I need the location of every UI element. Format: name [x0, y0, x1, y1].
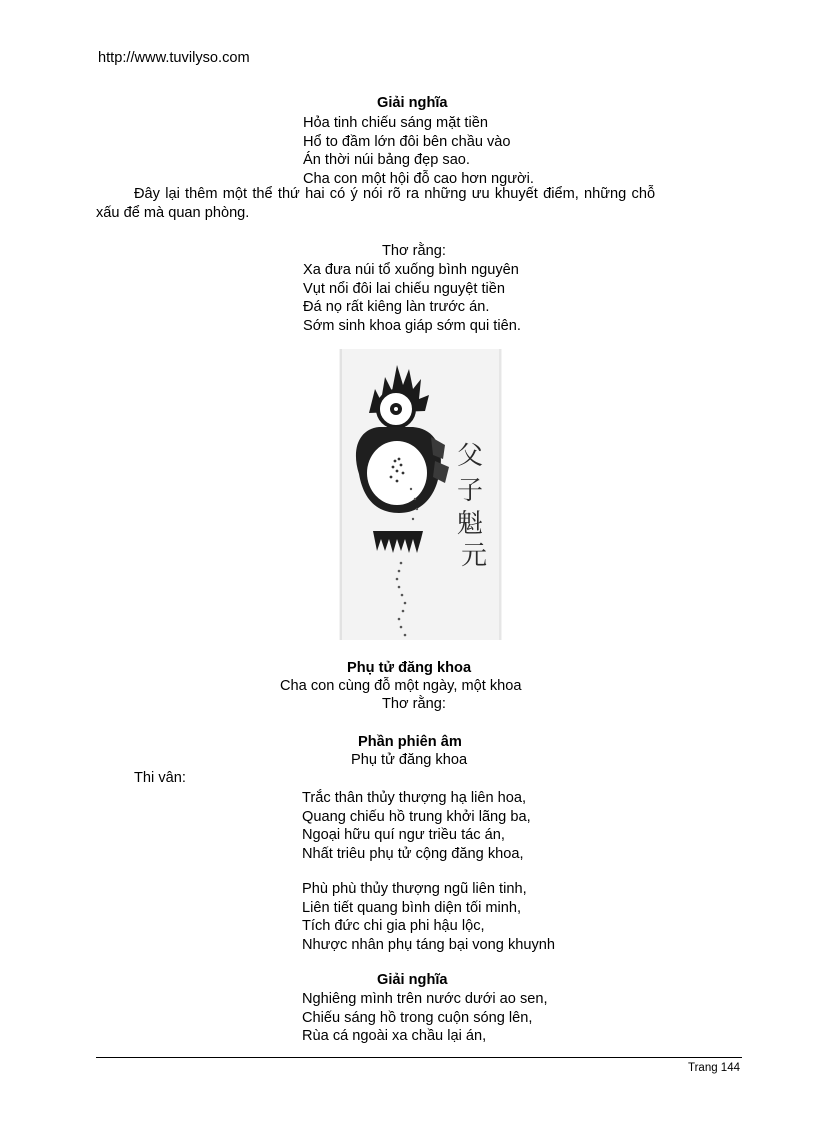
calligraphy-char: 子	[457, 476, 484, 506]
verse-line: Quang chiếu hồ trung khởi lãng ba,	[302, 808, 531, 825]
verse-line: Phù phù thủy thượng ngũ liên tinh,	[302, 881, 527, 897]
verse-line: Nghiêng mình trên nước dưới ao sen,	[302, 991, 548, 1007]
calligraphy-char: 元	[461, 541, 488, 571]
stanza-1	[302, 789, 531, 863]
verse-line: Hổ to đầm lớn đôi bên chầu vào	[303, 133, 511, 150]
verse-line: Cha con một hội đỗ cao hơn người.	[303, 170, 534, 187]
verse-line: Trắc thân thủy thượng hạ liên hoa,	[302, 790, 527, 806]
giai-nghia-verse	[302, 990, 548, 1046]
phien-am-heading: Phần phiên âm	[358, 734, 462, 750]
header-url[interactable]: http://www.tuvilyso.com	[98, 50, 250, 66]
thi-van-label: Thi vân:	[134, 770, 186, 786]
verse-line: Đá nọ rất kiêng làn trước án.	[303, 299, 490, 315]
verse-line: Tích đức chi gia phi hậu lộc,	[302, 918, 485, 934]
verse-line: Nhược nhân phụ táng bại vong khuynh	[302, 936, 556, 953]
verse-line: Xa đưa núi tổ xuống bình nguyên	[303, 262, 519, 278]
verse-line: Ngoại hữu quí ngư triều tác án,	[302, 827, 505, 843]
page-number: Trang 144	[688, 1062, 740, 1074]
calligraphy-char: 魁	[457, 509, 484, 539]
feng-shui-illustration	[339, 349, 502, 640]
tho-rang-heading: Thơ rằng:	[382, 243, 446, 259]
verse-line: Vụt nổi đôi lai chiếu nguyệt tiền	[303, 280, 506, 297]
verse-line: Liên tiết quang bình diện tối minh,	[302, 899, 522, 916]
verse-line: Hỏa tinh chiếu sáng mặt tiền	[303, 115, 488, 131]
calligraphy-char: 父	[457, 441, 484, 471]
verse-block-1	[303, 114, 534, 188]
verse-line: Rùa cá ngoài xa chầu lại án,	[302, 1028, 487, 1044]
section-subtitle: Cha con cùng đỗ một ngày, một khoa	[280, 678, 522, 694]
stanza-2	[302, 880, 555, 954]
tho-rang-label: Thơ rằng:	[382, 696, 446, 712]
giai-nghia-heading-2: Giải nghĩa	[377, 972, 448, 988]
verse-line: Chiếu sáng hồ trong cuộn sóng lên,	[302, 1009, 533, 1026]
verse-line: Án thời núi bảng đẹp sao.	[303, 152, 470, 168]
verse-block-2	[303, 261, 521, 335]
phien-am-subheading: Phụ tử đăng khoa	[351, 752, 468, 768]
section-title-phu-tu-dang-khoa: Phụ tử đăng khoa	[347, 660, 472, 676]
verse-line: Sớm sinh khoa giáp sớm qui tiên.	[303, 317, 521, 334]
footer-divider	[96, 1057, 742, 1058]
verse-line: Nhất triêu phụ tử cộng đăng khoa,	[302, 845, 524, 862]
paragraph-line: Đây lại thêm một thể thứ hai có ý nói rõ ra những ưu khuyết điểm, những chỗ	[134, 186, 656, 202]
section-heading-giai-nghia: Giải nghĩa	[377, 95, 448, 111]
paragraph-line: xấu để mà quan phòng.	[96, 205, 250, 221]
